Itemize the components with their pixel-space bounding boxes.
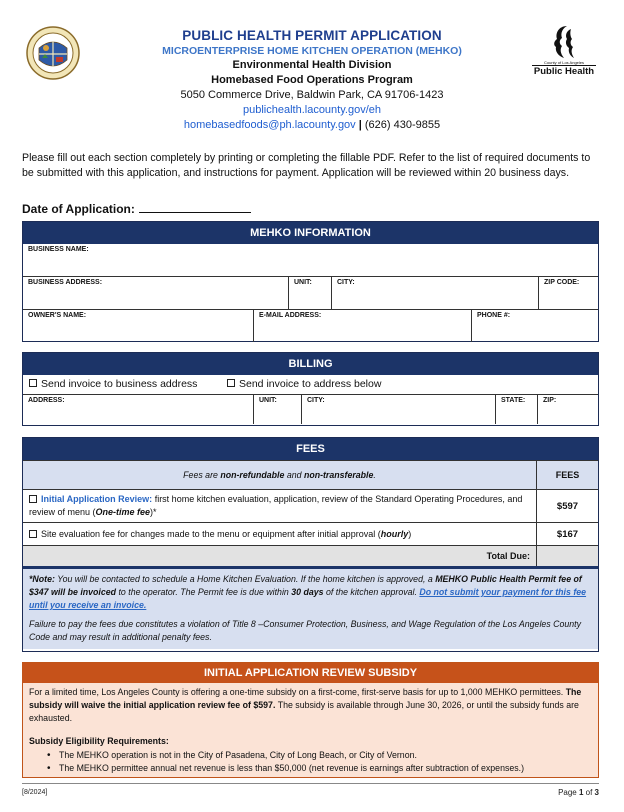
initial-review-link[interactable]: Initial Application Review: [41, 494, 153, 504]
page-current: 1 [578, 788, 584, 797]
public-health-logo [532, 24, 596, 82]
fees-policy-pre: Fees are [183, 470, 221, 480]
fee-row-site-evaluation [23, 522, 598, 545]
eligibility-title: Subsidy Eligibility Requirements: [29, 736, 169, 746]
fees-column-title: FEES [536, 461, 598, 489]
site-evaluation-amount: $167 [536, 523, 598, 545]
email-link[interactable]: homebasedfoods@ph.lacounty.gov [183, 119, 356, 131]
note-text-1: You will be contacted to schedule a Home Kitchen Evaluation. If the home kitchen is approved, a [54, 574, 436, 584]
billing-header: BILLING [23, 353, 598, 375]
division-name: Environmental Health Division [232, 59, 392, 71]
email-address-label: E-MAIL ADDRESS: [259, 312, 322, 319]
checkbox-address-below[interactable] [227, 379, 235, 387]
owner-name-field[interactable] [23, 310, 253, 342]
intro-text: Please fill out each section completely by printing or completing the fillable PDF. Refer to the list of required documents to be submitted with this application, and instructions for payment. Application will be reviewed within 20 business days. [22, 152, 591, 179]
owner-row [23, 309, 598, 342]
billing-zip-field[interactable] [537, 395, 598, 424]
initial-review-text: first home kitchen evaluation, application, review of the Standard Operating Procedures, and review of menu ( [29, 494, 523, 517]
mehko-information-section [22, 221, 599, 342]
page-total: 3 [594, 788, 599, 797]
fees-section [22, 437, 599, 652]
total-due-label: Total Due: [486, 551, 530, 561]
fees-penalty-paragraph: Failure to pay the fees due constitutes a violation of Title 8 –Consumer Protection, Business, and Wage Regulation of the Los Angeles County Code and may result in additional penalty fees. [29, 619, 582, 642]
footer-divider [22, 783, 599, 784]
date-input-line[interactable] [139, 201, 251, 213]
phone-number: (626) 430-9855 [364, 119, 441, 131]
phone-field[interactable] [471, 310, 598, 342]
checkbox-site-evaluation[interactable] [29, 530, 37, 538]
owner-name-label: OWNER'S NAME: [28, 312, 87, 319]
program-name: Homebased Food Operations Program [211, 74, 413, 86]
business-zip-label: ZIP CODE: [544, 279, 580, 286]
page-pre: Page [558, 788, 579, 797]
page-subtitle: MICROENTERPRISE HOME KITCHEN OPERATION (MEHKO) [162, 45, 462, 57]
business-name-label: BUSINESS NAME: [28, 246, 89, 253]
business-unit-label: UNIT: [294, 279, 312, 286]
page-number [558, 788, 599, 797]
subsidy-text-1: For a limited time, Los Angeles County is offering a one-time subsidy on a first-come, first-serve basis for up to 1,000 MEHKO permittees. [29, 687, 566, 697]
billing-section [22, 352, 599, 426]
site-evaluation-text: Site evaluation fee for changes made to the menu or equipment after initial approval ( [41, 529, 381, 539]
total-due-row [23, 545, 598, 566]
note-text-2: to the operator. The Permit fee is due within [116, 587, 292, 597]
billing-address-row [23, 394, 598, 424]
fees-header: FEES [23, 438, 598, 460]
note-30-days: 30 days [291, 587, 324, 597]
fee-site-evaluation-desc [23, 523, 536, 545]
fees-non-refundable: non-refundable [220, 470, 285, 480]
business-city-field[interactable] [331, 277, 538, 309]
county-seal-logo [26, 26, 80, 80]
billing-option-business-label: Send invoice to business address [41, 378, 198, 390]
billing-city-label: CITY: [307, 397, 325, 404]
billing-option-business[interactable] [29, 375, 227, 394]
fee-row-initial-review [23, 489, 598, 522]
hourly-text: hourly [380, 529, 409, 539]
date-label: Date of Application: [22, 202, 135, 216]
page-title: PUBLIC HEALTH PERMIT APPLICATION [182, 28, 442, 43]
billing-city-field[interactable] [301, 395, 495, 424]
business-name-row [23, 244, 598, 276]
fee-initial-review-desc [23, 490, 536, 522]
subsidy-waive-text: The subsidy will waive the initial application review fee of $597. [29, 687, 582, 710]
fees-policy-mid: and [284, 470, 304, 480]
subsidy-header: INITIAL APPLICATION REVIEW SUBSIDY [23, 663, 598, 683]
logo-public-health-text: Public Health [533, 66, 595, 77]
business-city-label: CITY: [337, 279, 355, 286]
initial-review-end: )* [150, 507, 157, 517]
fees-note-paragraph [29, 573, 592, 612]
billing-option-below[interactable] [227, 375, 381, 394]
billing-address-field[interactable] [23, 395, 253, 424]
billing-state-label: STATE: [501, 397, 526, 404]
fees-policy-post: . [373, 470, 376, 480]
logo-county-text: County of Los Angeles [543, 60, 585, 65]
contact-separator: | [355, 119, 365, 131]
billing-address-label: ADDRESS: [28, 397, 65, 404]
office-address: 5050 Commerce Drive, Baldwin Park, CA 91706-1423 [180, 89, 444, 101]
business-zip-field[interactable] [538, 277, 598, 309]
business-name-field[interactable] [23, 244, 598, 276]
business-unit-field[interactable] [288, 277, 331, 309]
business-address-field[interactable] [23, 277, 288, 309]
mehko-information-header: MEHKO INFORMATION [23, 222, 598, 244]
note-text-3: of the kitchen approval. [323, 587, 420, 597]
business-address-row [23, 276, 598, 309]
email-address-field[interactable] [253, 310, 471, 342]
contact-line [110, 118, 514, 133]
site-evaluation-end: ) [408, 529, 412, 539]
eligibility-item: • The MEHKO operation is not in the City of Pasadena, City of Long Beach, or City of Vernon. [29, 749, 592, 762]
page-mid: of [583, 788, 595, 797]
eligibility-item: • The MEHKO permittee annual net revenue is less than $50,000 (net revenue is earnings after subtraction of expenses.) [29, 762, 592, 775]
billing-unit-label: UNIT: [259, 397, 277, 404]
website-link[interactable]: publichealth.lacounty.gov/eh [242, 104, 381, 116]
subsidy-text-2: The subsidy is available through June 30, 2026, or until the subsidy funds are exhausted. [29, 700, 579, 723]
document-header [110, 28, 514, 133]
date-of-application [22, 201, 251, 216]
subsidy-body [23, 683, 598, 778]
fees-column-header [23, 460, 598, 489]
subsidy-paragraph [29, 686, 592, 725]
business-address-label: BUSINESS ADDRESS: [28, 279, 103, 286]
note-permit-fee: MEHKO Public Health Permit fee of $347 will be invoiced [29, 574, 582, 597]
subsidy-section [22, 662, 599, 778]
fees-non-transferable: non-transferable [303, 470, 374, 480]
total-due-value[interactable] [536, 546, 598, 566]
initial-review-amount: $597 [536, 490, 598, 522]
billing-state-field[interactable] [495, 395, 537, 424]
fees-note [23, 566, 598, 649]
fees-policy-note [23, 461, 536, 489]
billing-zip-label: ZIP: [543, 397, 557, 404]
billing-unit-field[interactable] [253, 395, 301, 424]
billing-options-row [23, 375, 598, 394]
note-payment-link[interactable]: Do not submit your payment for this fee until you receive an invoice. [29, 587, 587, 610]
billing-option-below-label: Send invoice to address below [239, 378, 382, 390]
form-version: [8/2024] [22, 789, 48, 796]
eligibility-list [29, 749, 592, 775]
checkbox-business-address[interactable] [29, 379, 37, 387]
checkbox-initial-review[interactable] [29, 495, 37, 503]
note-label: *Note: [29, 574, 55, 584]
phone-label: PHONE #: [477, 312, 511, 319]
one-time-fee-text: One-time fee [95, 507, 151, 517]
